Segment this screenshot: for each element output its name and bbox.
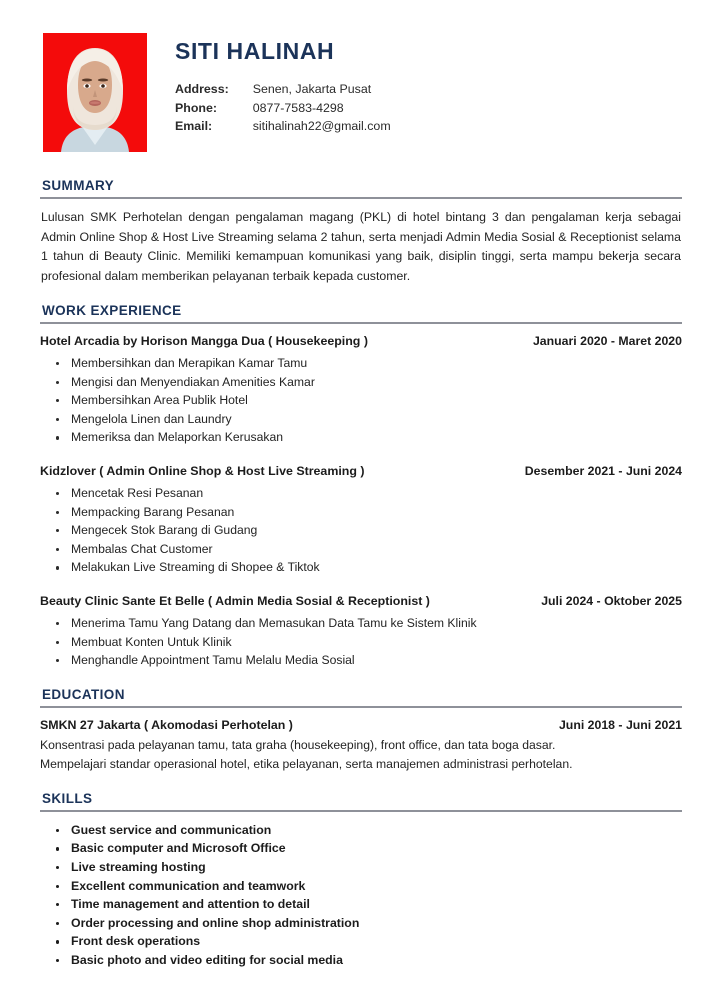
resume-header: [0, 0, 722, 152]
list-item: Mempacking Barang Pesanan: [56, 503, 682, 522]
list-item: Membersihkan dan Merapikan Kamar Tamu: [56, 354, 682, 373]
list-item: Membalas Chat Customer: [56, 540, 682, 559]
education-entry-head: [40, 717, 682, 734]
list-item: Excellent communication and teamwork: [56, 877, 682, 896]
address-value: Senen, Jakarta Pusat: [252, 82, 372, 97]
education-description-line: Mempelajari standar operasional hotel, etika pelayanan, serta manajemen administrasi perhotelan.: [40, 756, 573, 771]
email-value: sitihalinah22@gmail.com: [252, 119, 391, 134]
education-school: SMKN 27 Jakarta ( Akomodasi Perhotelan ): [40, 717, 293, 732]
education-divider: [40, 706, 682, 708]
phone-value: 0877-7583-4298: [252, 100, 344, 115]
experience-date: Juli 2024 - Oktober 2025: [541, 593, 682, 608]
experience-title: Kidzlover ( Admin Online Shop & Host Live Streaming ): [40, 463, 365, 478]
contact-row-address: [175, 80, 391, 99]
experience-entry: [40, 593, 682, 670]
header-details: [175, 33, 682, 136]
email-label: Email:: [175, 119, 213, 134]
list-item: Mengelola Linen dan Laundry: [56, 410, 682, 429]
address-label: Address:: [175, 82, 229, 97]
experience-date: Januari 2020 - Maret 2020: [532, 334, 682, 348]
skills-list: [40, 821, 682, 970]
list-item: Mengisi dan Menyendiakan Amenities Kamar: [56, 373, 682, 392]
portrait-illustration: [43, 33, 147, 152]
experience-bullet-list: [40, 614, 682, 670]
list-item: Membersihkan Area Publik Hotel: [56, 391, 682, 410]
contact-row-phone: [175, 99, 391, 118]
experience-entry-head: [40, 593, 682, 610]
education-date: Juni 2018 - Juni 2021: [558, 717, 682, 732]
work-experience-heading: WORK EXPERIENCE: [42, 303, 182, 318]
contact-row-email: [175, 117, 391, 136]
education-heading: EDUCATION: [42, 686, 125, 702]
list-item: Order processing and online shop administration: [56, 914, 682, 933]
experience-entry: [40, 333, 682, 447]
contact-info: [175, 80, 391, 136]
list-item: Live streaming hosting: [56, 858, 682, 877]
profile-photo: [43, 33, 147, 152]
phone-label: Phone:: [175, 100, 217, 115]
summary-divider: [40, 197, 682, 199]
experience-bullet-list: [40, 354, 682, 447]
list-item: Memeriksa dan Melaporkan Kerusakan: [56, 428, 682, 447]
list-item: Mengecek Stok Barang di Gudang: [56, 521, 682, 540]
summary-heading: SUMMARY: [42, 178, 115, 193]
list-item: Front desk operations: [56, 932, 682, 951]
list-item: Membuat Konten Untuk Klinik: [56, 633, 682, 652]
skills-heading: SKILLS: [42, 790, 93, 806]
list-item: Menghandle Appointment Tamu Melalu Media Sosial: [56, 651, 682, 670]
list-item: Basic photo and video editing for social media: [56, 951, 682, 970]
list-item: Menerima Tamu Yang Datang dan Memasukan Data Tamu ke Sistem Klinik: [56, 614, 682, 633]
education-description: [40, 736, 682, 774]
skills-divider: [40, 810, 682, 812]
experience-entry-head: [40, 333, 682, 350]
skills-section: [0, 791, 722, 970]
page-title: SITI HALINAH: [175, 38, 335, 64]
summary-section: [0, 178, 722, 286]
list-item: Time management and attention to detail: [56, 895, 682, 914]
list-item: Guest service and communication: [56, 821, 682, 840]
list-item: Mencetak Resi Pesanan: [56, 484, 682, 503]
summary-text: Lulusan SMK Perhotelan dengan pengalaman magang (PKL) di hotel bintang 3 dan pengalaman kerja sebagai Admin Online Shop & Host Live Streaming selama 2 tahun, serta menjadi Admin Media Sosial & Receptionist selama 1 tahun di Beauty Clinic. Memiliki kemampuan komunikasi yang baik, disiplin tinggi, serta mampu bekerja secara profesional dalam memberikan pelayanan terbaik kepada customer.: [41, 210, 681, 283]
work-experience-section: [0, 303, 722, 670]
list-item: Melakukan Live Streaming di Shopee & Tiktok: [56, 558, 682, 577]
experience-entry-head: [40, 463, 682, 480]
work-experience-divider: [40, 322, 682, 324]
education-section: [0, 687, 722, 774]
education-description-line: Konsentrasi pada pelayanan tamu, tata graha (housekeeping), front office, dan tata boga dasar.: [40, 737, 556, 752]
experience-title: Hotel Arcadia by Horison Mangga Dua ( Housekeeping ): [40, 334, 368, 348]
experience-title: Beauty Clinic Sante Et Belle ( Admin Media Sosial & Receptionist ): [40, 593, 430, 608]
list-item: Basic computer and Microsoft Office: [56, 839, 682, 858]
experience-date: Desember 2021 - Juni 2024: [524, 463, 682, 478]
experience-bullet-list: [40, 484, 682, 577]
experience-entry: [40, 463, 682, 577]
